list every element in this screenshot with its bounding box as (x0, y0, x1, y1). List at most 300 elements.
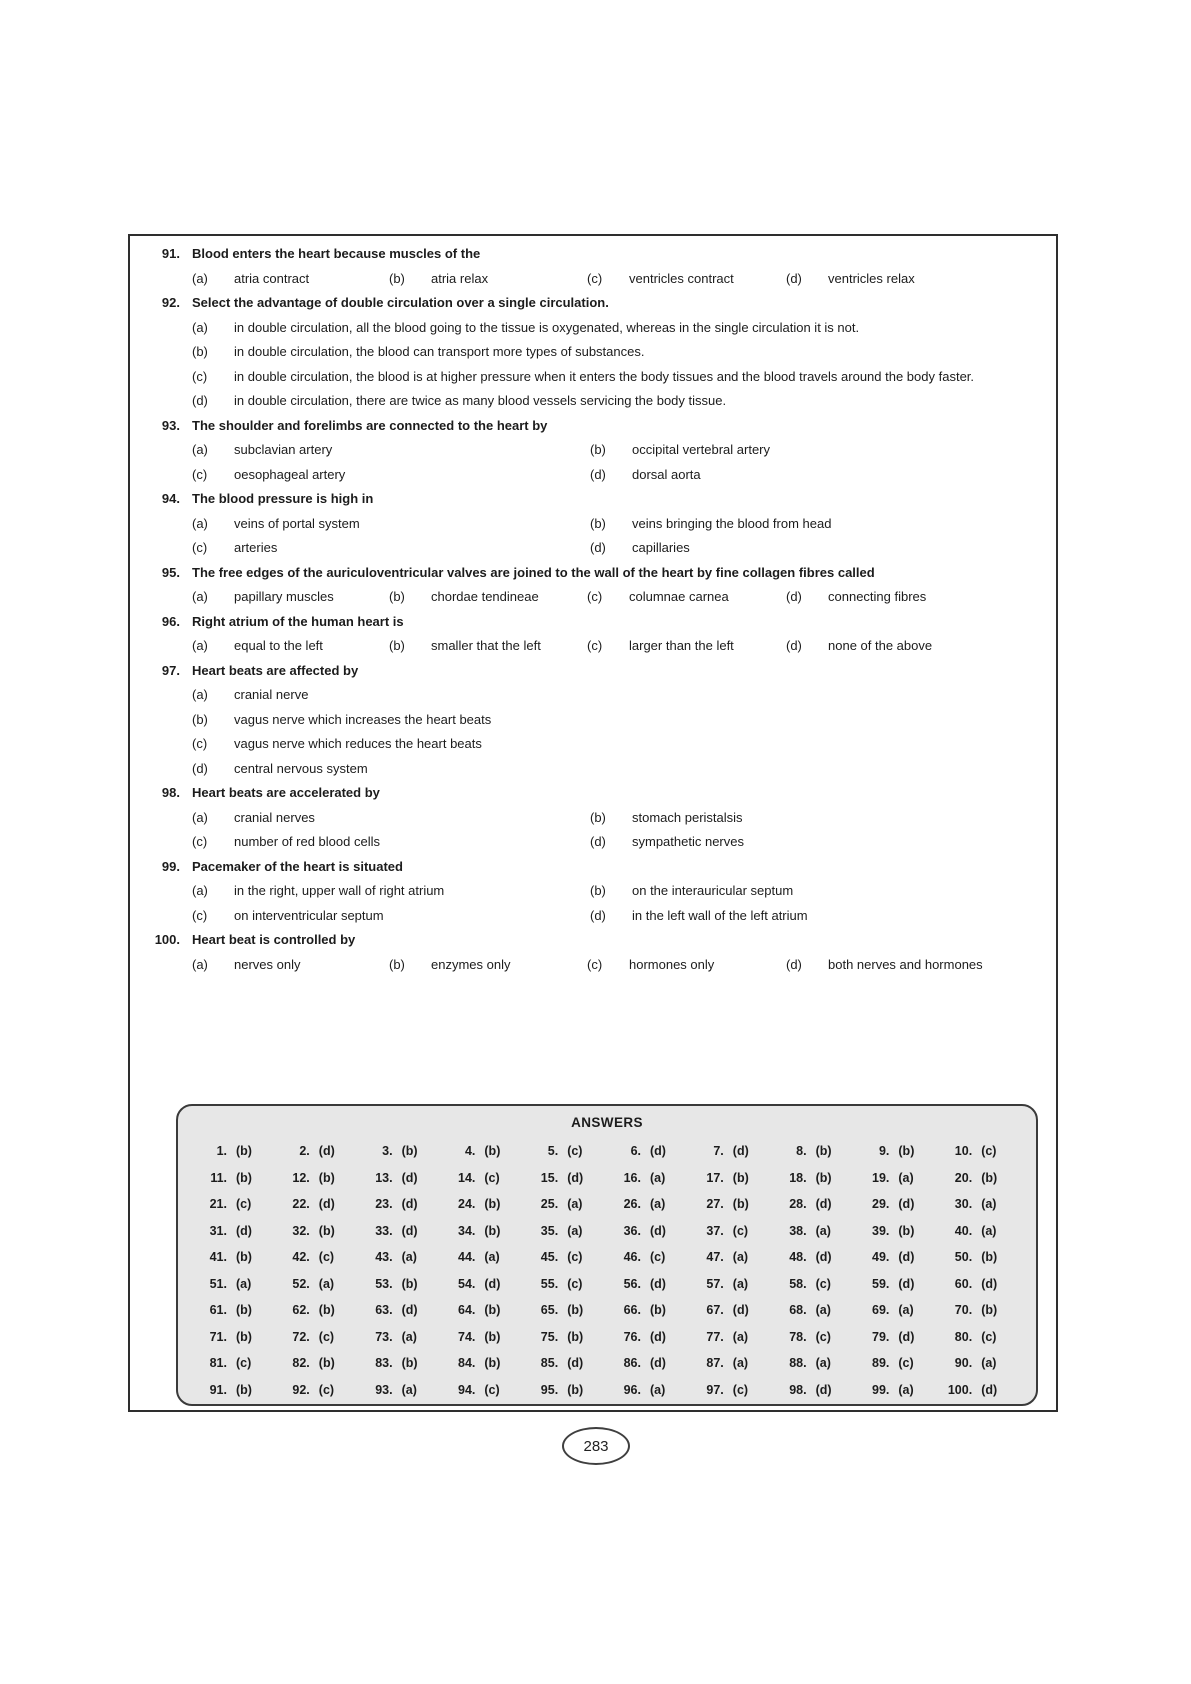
answer-cell (855, 1324, 938, 1351)
answer-letter: (c) (650, 1250, 666, 1264)
answers-row (193, 1350, 1021, 1377)
answer-letter: (d) (732, 1144, 749, 1158)
answer-number: 52. (292, 1276, 310, 1291)
answer-cell (938, 1191, 1021, 1218)
option-text: columnae carnea (629, 589, 729, 604)
answer-letter: (b) (401, 1356, 418, 1370)
answer-letter: (a) (401, 1329, 417, 1344)
option-letter: (c) (192, 540, 208, 555)
option-letter: (b) (590, 809, 606, 825)
answer-letter: (b) (650, 1303, 666, 1317)
answer-cell (855, 1377, 938, 1404)
answer-number: 92. (292, 1382, 310, 1397)
option-text: occipital vertebral artery (632, 442, 770, 457)
option-text: in double circulation, there are twice as many blood vessels servicing the body tissue. (234, 393, 727, 408)
answer-number: 59. (872, 1276, 890, 1291)
answer-cell (359, 1138, 442, 1165)
answer-letter: (a) (732, 1329, 749, 1344)
option-letter: (c) (192, 736, 208, 751)
answer-number: 55. (540, 1276, 559, 1291)
option-letter: (c) (192, 368, 208, 384)
answer-cell (855, 1218, 938, 1245)
answer-number: 74. (458, 1329, 476, 1344)
answer-number: 81. (209, 1356, 227, 1370)
answer-letter: (d) (898, 1197, 915, 1211)
answer-cell (607, 1297, 690, 1324)
answer-letter: (d) (650, 1356, 666, 1370)
answer-number: 56. (623, 1276, 641, 1291)
question-number: 96. (161, 613, 180, 629)
question-item (140, 291, 1042, 414)
answer-number: 23. (375, 1197, 393, 1211)
answer-letter: (b) (567, 1382, 584, 1397)
answer-cell (938, 1377, 1021, 1404)
page-number: 283 (583, 1437, 609, 1455)
answer-number: 49. (872, 1250, 890, 1264)
answer-number: 38. (789, 1223, 807, 1238)
option-item (389, 634, 587, 659)
option-letter: (c) (587, 589, 603, 604)
option-item (192, 953, 389, 978)
question-number: 92. (161, 295, 180, 310)
question-text: Select the advantage of double circulation over a single circulation. (192, 295, 609, 310)
answer-number: 24. (458, 1197, 476, 1211)
answer-number: 17. (706, 1170, 724, 1185)
answer-letter: (d) (318, 1144, 335, 1158)
answer-number: 97. (706, 1382, 724, 1397)
answer-number: 54. (458, 1276, 476, 1291)
answer-letter: (d) (898, 1329, 915, 1344)
answer-cell (524, 1218, 607, 1245)
answer-number: 78. (789, 1329, 807, 1344)
question-number: 93. (161, 417, 180, 433)
answer-cell (773, 1350, 856, 1377)
answer-number: 8. (796, 1144, 807, 1158)
answer-letter: (c) (318, 1250, 335, 1264)
option-item (389, 953, 587, 978)
answers-row (193, 1244, 1021, 1271)
option-text: stomach peristalsis (632, 809, 743, 825)
answer-letter: (a) (732, 1276, 749, 1291)
option-text: veins bringing the blood from head (632, 515, 832, 531)
answer-number: 71. (209, 1329, 227, 1344)
answers-row (193, 1297, 1021, 1324)
answer-letter: (b) (815, 1144, 832, 1158)
answer-cell (938, 1244, 1021, 1271)
answer-letter: (c) (815, 1276, 831, 1291)
option-item (786, 267, 1042, 292)
answer-letter: (b) (981, 1250, 998, 1264)
option-letter: (b) (590, 442, 606, 457)
answer-number: 93. (375, 1382, 393, 1397)
answer-letter: (c) (484, 1382, 500, 1397)
answer-letter: (b) (484, 1144, 501, 1158)
option-item (192, 340, 1042, 365)
option-letter: (a) (192, 687, 208, 702)
answer-letter: (b) (318, 1303, 335, 1317)
answer-number: 25. (540, 1197, 559, 1211)
option-text: number of red blood cells (234, 834, 380, 849)
answer-letter: (b) (484, 1223, 501, 1238)
answer-number: 32. (292, 1223, 310, 1238)
answer-number: 70. (954, 1303, 973, 1317)
answer-letter: (a) (732, 1250, 749, 1264)
answer-number: 73. (375, 1329, 393, 1344)
answer-cell (607, 1218, 690, 1245)
answer-number: 96. (623, 1382, 641, 1397)
answer-cell (441, 1271, 524, 1298)
question-heading (140, 487, 1042, 512)
answer-number: 26. (623, 1197, 641, 1211)
option-letter: (d) (786, 270, 802, 286)
answer-cell (690, 1191, 773, 1218)
answer-cell (193, 1218, 276, 1245)
option-text: oesophageal artery (234, 466, 346, 482)
answer-number: 37. (706, 1223, 724, 1238)
answer-number: 51. (209, 1276, 227, 1291)
answer-number: 50. (954, 1250, 973, 1264)
question-item (140, 561, 1042, 610)
question-options (192, 683, 1042, 781)
answer-number: 44. (458, 1250, 476, 1264)
answer-letter: (a) (650, 1170, 666, 1185)
option-item (192, 830, 590, 855)
answer-letter: (d) (484, 1276, 501, 1291)
answer-cell (607, 1191, 690, 1218)
option-item (192, 683, 1042, 708)
answer-number: 33. (375, 1223, 393, 1238)
answer-cell (524, 1350, 607, 1377)
answer-cell (690, 1350, 773, 1377)
option-text: central nervous system (234, 760, 368, 776)
question-item (140, 242, 1042, 291)
option-letter: (b) (590, 883, 606, 898)
answer-letter: (b) (484, 1197, 501, 1211)
option-item (389, 585, 587, 610)
option-item (192, 389, 1042, 414)
answer-number: 82. (292, 1356, 310, 1370)
answer-letter: (a) (732, 1356, 749, 1370)
option-letter: (c) (587, 638, 603, 653)
question-heading (140, 414, 1042, 439)
option-item (192, 879, 590, 904)
question-heading (140, 781, 1042, 806)
answer-cell (441, 1350, 524, 1377)
answer-number: 65. (540, 1303, 559, 1317)
answer-number: 48. (789, 1250, 807, 1264)
answer-number: 63. (375, 1303, 393, 1317)
option-item (192, 757, 1042, 782)
option-letter: (d) (590, 834, 606, 849)
answer-number: 62. (292, 1303, 310, 1317)
answer-letter: (c) (981, 1144, 997, 1158)
answer-letter: (d) (318, 1197, 335, 1211)
answer-letter: (b) (236, 1329, 252, 1344)
answer-cell (524, 1271, 607, 1298)
answer-letter: (a) (318, 1276, 335, 1291)
option-letter: (b) (389, 270, 405, 286)
option-letter: (a) (192, 270, 208, 286)
option-item (786, 585, 1042, 610)
option-text: in double circulation, the blood can transport more types of substances. (234, 344, 645, 359)
answer-number: 100. (947, 1382, 973, 1397)
option-letter: (d) (786, 956, 802, 972)
answer-number: 89. (872, 1356, 890, 1370)
answer-cell (690, 1297, 773, 1324)
answer-number: 40. (954, 1223, 973, 1238)
answer-number: 84. (458, 1356, 476, 1370)
option-letter: (b) (590, 515, 606, 531)
option-item (786, 953, 1042, 978)
answer-cell (441, 1297, 524, 1324)
answer-number: 60. (954, 1276, 973, 1291)
question-paper-box (128, 234, 1058, 1412)
answer-number: 30. (954, 1197, 973, 1211)
answer-letter: (a) (981, 1197, 997, 1211)
question-number: 98. (161, 785, 180, 800)
question-options (192, 512, 1042, 561)
answer-number: 6. (630, 1144, 641, 1158)
answer-number: 11. (210, 1170, 227, 1185)
option-letter: (a) (192, 809, 208, 825)
answer-letter: (a) (401, 1250, 417, 1264)
answer-letter: (b) (236, 1144, 252, 1158)
question-text: The free edges of the auriculoventricular valves are joined to the wall of the heart by fine collagen fibres called (192, 564, 875, 580)
answer-letter: (b) (318, 1356, 335, 1370)
answer-number: 42. (292, 1250, 310, 1264)
answer-number: 19. (872, 1170, 890, 1185)
answer-cell (524, 1324, 607, 1351)
option-item (192, 536, 590, 561)
answer-cell (773, 1218, 856, 1245)
answer-cell (690, 1244, 773, 1271)
answer-letter: (b) (318, 1170, 335, 1185)
option-text: arteries (234, 540, 278, 555)
answer-letter: (a) (567, 1197, 583, 1211)
option-text: dorsal aorta (632, 466, 701, 482)
option-letter: (a) (192, 956, 208, 972)
answer-cell (690, 1377, 773, 1404)
answer-number: 90. (954, 1356, 973, 1370)
answer-number: 10. (954, 1144, 973, 1158)
answer-number: 58. (789, 1276, 807, 1291)
answer-number: 9. (878, 1144, 890, 1158)
question-options (192, 634, 1042, 659)
option-letter: (a) (192, 589, 208, 604)
answer-number: 61. (209, 1303, 227, 1317)
answer-letter: (d) (650, 1144, 666, 1158)
question-heading (140, 242, 1042, 267)
option-item (590, 806, 1042, 831)
question-options (192, 585, 1042, 610)
question-options (192, 806, 1042, 855)
option-item (587, 953, 786, 978)
option-text: vagus nerve which reduces the heart beats (234, 736, 482, 751)
answer-letter: (b) (401, 1276, 418, 1291)
option-letter: (b) (389, 956, 405, 972)
answer-letter: (a) (815, 1356, 831, 1370)
question-options (192, 316, 1042, 414)
answer-number: 69. (872, 1303, 890, 1317)
answer-number: 64. (458, 1303, 476, 1317)
answer-number: 39. (872, 1223, 890, 1238)
option-item (192, 708, 1042, 733)
answer-cell (276, 1165, 359, 1192)
answer-letter: (c) (898, 1356, 914, 1370)
answer-number: 76. (623, 1329, 641, 1344)
question-item (140, 487, 1042, 561)
answer-cell (607, 1244, 690, 1271)
option-text: chordae tendineae (431, 589, 539, 604)
option-letter: (a) (192, 442, 208, 457)
option-letter: (c) (192, 834, 208, 849)
answer-letter: (b) (401, 1144, 418, 1158)
answer-cell (607, 1350, 690, 1377)
answer-letter: (c) (567, 1276, 583, 1291)
option-text: hormones only (629, 956, 715, 972)
answer-letter: (a) (898, 1382, 914, 1397)
option-item (192, 463, 590, 488)
answer-letter: (b) (732, 1197, 749, 1211)
answer-letter: (d) (236, 1223, 252, 1238)
answer-letter: (b) (236, 1303, 252, 1317)
answer-letter: (c) (981, 1329, 997, 1344)
answer-cell (855, 1271, 938, 1298)
answer-letter: (b) (981, 1303, 998, 1317)
answer-cell (938, 1271, 1021, 1298)
answer-cell (359, 1297, 442, 1324)
question-options (192, 267, 1042, 292)
answer-cell (524, 1165, 607, 1192)
answer-letter: (d) (401, 1303, 418, 1317)
option-item (192, 316, 1042, 341)
answer-cell (938, 1218, 1021, 1245)
answer-letter: (d) (650, 1276, 666, 1291)
option-text: sympathetic nerves (632, 834, 744, 849)
answer-number: 68. (789, 1303, 807, 1317)
option-text: papillary muscles (234, 589, 334, 604)
question-item (140, 781, 1042, 855)
question-text: The shoulder and forelimbs are connected to the heart by (192, 417, 548, 433)
answer-letter: (d) (815, 1197, 832, 1211)
option-text: on the interauricular septum (632, 883, 794, 898)
option-item (587, 267, 786, 292)
answer-letter: (d) (981, 1276, 998, 1291)
answer-cell (524, 1191, 607, 1218)
answer-cell (359, 1165, 442, 1192)
answer-letter: (a) (484, 1250, 500, 1264)
answer-cell (276, 1138, 359, 1165)
answer-cell (441, 1377, 524, 1404)
question-heading (140, 561, 1042, 586)
option-item (590, 463, 1042, 488)
option-letter: (d) (192, 760, 208, 776)
question-text: Blood enters the heart because muscles of the (192, 246, 481, 261)
answer-letter: (a) (650, 1197, 666, 1211)
answer-letter: (b) (567, 1329, 584, 1344)
answer-cell (193, 1244, 276, 1271)
answer-letter: (d) (898, 1276, 915, 1291)
option-text: cranial nerves (234, 809, 315, 825)
answer-letter: (b) (567, 1303, 584, 1317)
answer-letter: (b) (236, 1250, 252, 1264)
answer-letter: (d) (815, 1250, 832, 1264)
answer-number: 2. (299, 1144, 310, 1158)
answer-cell (276, 1350, 359, 1377)
answer-number: 34. (458, 1223, 476, 1238)
answer-cell (359, 1350, 442, 1377)
option-text: ventricles relax (828, 270, 915, 286)
answer-letter: (d) (401, 1197, 418, 1211)
answer-cell (193, 1350, 276, 1377)
option-item (590, 904, 1042, 929)
answer-cell (193, 1191, 276, 1218)
answer-cell (193, 1271, 276, 1298)
question-number: 100. (154, 932, 180, 947)
answer-cell (276, 1244, 359, 1271)
answers-row (193, 1165, 1021, 1192)
answers-panel (176, 1104, 1038, 1406)
answer-letter: (b) (484, 1303, 501, 1317)
answers-row (193, 1191, 1021, 1218)
answers-row (193, 1377, 1021, 1404)
answer-letter: (a) (898, 1170, 914, 1185)
option-text: smaller that the left (431, 638, 541, 653)
option-letter: (d) (786, 589, 802, 604)
answer-number: 5. (547, 1144, 559, 1158)
answer-cell (773, 1138, 856, 1165)
answer-cell (773, 1191, 856, 1218)
answer-letter: (b) (815, 1170, 832, 1185)
option-item (192, 634, 389, 659)
answer-number: 4. (464, 1144, 476, 1158)
answer-cell (193, 1165, 276, 1192)
answer-cell (855, 1297, 938, 1324)
answer-cell (938, 1350, 1021, 1377)
answer-cell (441, 1244, 524, 1271)
answer-cell (938, 1138, 1021, 1165)
answer-letter: (d) (567, 1170, 584, 1185)
answer-letter: (c) (732, 1223, 749, 1238)
answer-number: 22. (292, 1197, 310, 1211)
question-number: 91. (161, 246, 180, 261)
answer-cell (690, 1271, 773, 1298)
answer-number: 16. (623, 1170, 641, 1185)
question-item (140, 659, 1042, 782)
option-item (587, 634, 786, 659)
answer-number: 41. (209, 1250, 227, 1264)
answer-number: 36. (623, 1223, 641, 1238)
option-text: enzymes only (431, 956, 511, 972)
option-text: larger than the left (629, 638, 734, 653)
option-item (590, 438, 1042, 463)
answer-letter: (d) (650, 1223, 666, 1238)
option-text: cranial nerve (234, 687, 309, 702)
answers-row (193, 1138, 1021, 1165)
answer-cell (855, 1138, 938, 1165)
answer-cell (690, 1165, 773, 1192)
answer-cell (193, 1138, 276, 1165)
answers-row (193, 1271, 1021, 1298)
answer-cell (276, 1271, 359, 1298)
answer-cell (607, 1377, 690, 1404)
answer-letter: (a) (815, 1223, 831, 1238)
answer-cell (607, 1324, 690, 1351)
answer-cell (855, 1191, 938, 1218)
answer-number: 15. (540, 1170, 559, 1185)
option-letter: (d) (590, 466, 606, 482)
answer-cell (441, 1191, 524, 1218)
